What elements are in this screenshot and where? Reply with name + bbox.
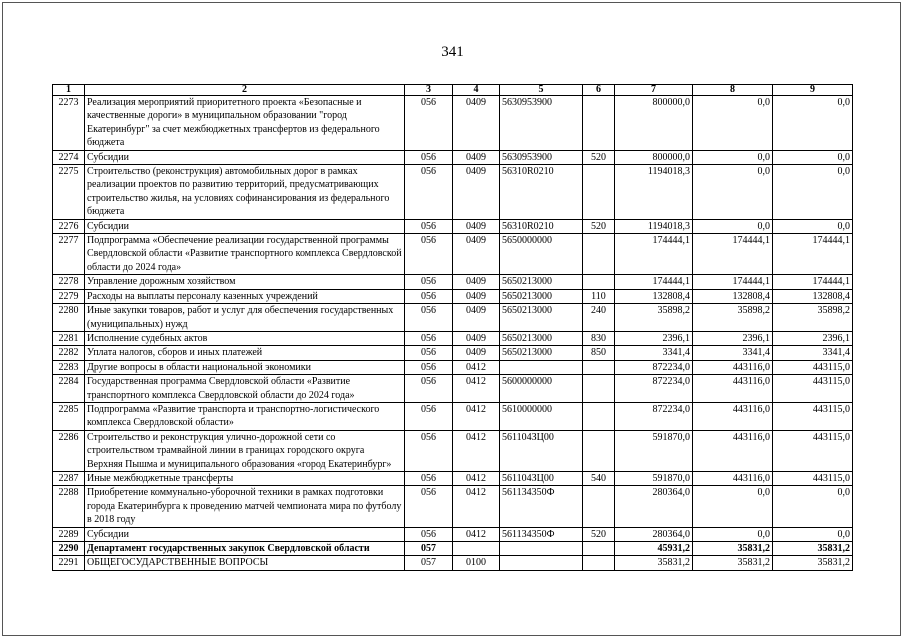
amount-col9-cell: 35898,2 [773, 304, 853, 332]
amount-col8-cell: 174444,1 [693, 234, 773, 275]
item-name-cell: Строительство и реконструкция улично-дорожной сети со строительством трамвайной линии в границах городского округа Верхняя Пышма и муниципального образования «город Екатеринбург» [85, 430, 405, 471]
row-number-cell: 2282 [53, 346, 85, 360]
item-name-cell: ОБЩЕГОСУДАРСТВЕННЫЕ ВОПРОСЫ [85, 556, 405, 570]
budget-table [52, 84, 853, 571]
table-row [53, 289, 853, 303]
admin-code-cell: 056 [405, 402, 453, 430]
amount-col7-cell: 45931,2 [615, 542, 693, 556]
section-code-cell: 0412 [453, 471, 500, 485]
item-name-cell: Уплата налогов, сборов и иных платежей [85, 346, 405, 360]
admin-code-cell: 056 [405, 165, 453, 220]
header-cell: 6 [583, 85, 615, 96]
header-cell: 1 [53, 85, 85, 96]
amount-col7-cell: 872234,0 [615, 375, 693, 403]
admin-code-cell: 056 [405, 234, 453, 275]
amount-col9-cell: 0,0 [773, 527, 853, 541]
amount-col9-cell: 443115,0 [773, 471, 853, 485]
row-number-cell: 2273 [53, 96, 85, 151]
amount-col8-cell: 443116,0 [693, 430, 773, 471]
amount-col7-cell: 800000,0 [615, 150, 693, 164]
admin-code-cell: 056 [405, 346, 453, 360]
item-name-cell: Субсидии [85, 527, 405, 541]
admin-code-cell: 056 [405, 304, 453, 332]
row-number-cell: 2287 [53, 471, 85, 485]
amount-col8-cell: 3341,4 [693, 346, 773, 360]
amount-col8-cell: 35831,2 [693, 556, 773, 570]
item-name-cell: Департамент государственных закупок Свердловской области [85, 542, 405, 556]
row-number-cell: 2281 [53, 331, 85, 345]
target-article-cell: 5650213000 [500, 275, 583, 289]
admin-code-cell: 056 [405, 471, 453, 485]
amount-col7-cell: 591870,0 [615, 471, 693, 485]
amount-col7-cell: 280364,0 [615, 486, 693, 527]
amount-col8-cell: 174444,1 [693, 275, 773, 289]
amount-col9-cell: 443115,0 [773, 402, 853, 430]
expense-type-cell [583, 234, 615, 275]
table-row [53, 486, 853, 527]
item-name-cell: Другие вопросы в области национальной экономики [85, 360, 405, 374]
expense-type-cell [583, 542, 615, 556]
amount-col7-cell: 35898,2 [615, 304, 693, 332]
row-number-cell: 2277 [53, 234, 85, 275]
section-code-cell: 0412 [453, 486, 500, 527]
row-number-cell: 2276 [53, 219, 85, 233]
amount-col8-cell: 132808,4 [693, 289, 773, 303]
table-row [53, 542, 853, 556]
expense-type-cell: 240 [583, 304, 615, 332]
expense-type-cell: 520 [583, 527, 615, 541]
amount-col7-cell: 800000,0 [615, 96, 693, 151]
page-number: 341 [441, 44, 464, 60]
section-code-cell: 0409 [453, 150, 500, 164]
section-code-cell: 0412 [453, 360, 500, 374]
expense-type-cell [583, 96, 615, 151]
amount-col9-cell: 443115,0 [773, 430, 853, 471]
target-article-cell: 56310R0210 [500, 165, 583, 220]
expense-type-cell [583, 486, 615, 527]
admin-code-cell: 056 [405, 96, 453, 151]
header-cell: 8 [693, 85, 773, 96]
row-number-cell: 2291 [53, 556, 85, 570]
expense-type-cell [583, 375, 615, 403]
amount-col9-cell: 3341,4 [773, 346, 853, 360]
header-cell: 5 [500, 85, 583, 96]
amount-col9-cell: 174444,1 [773, 234, 853, 275]
table-row [53, 527, 853, 541]
amount-col9-cell: 443115,0 [773, 360, 853, 374]
row-number-cell: 2283 [53, 360, 85, 374]
admin-code-cell: 056 [405, 430, 453, 471]
expense-type-cell: 110 [583, 289, 615, 303]
target-article-cell: 561134350Ф [500, 527, 583, 541]
item-name-cell: Реализация мероприятий приоритетного проекта «Безопасные и качественные дороги» в муниципальном образовании "город Екатеринбург" за счет межбюджетных трансфертов из федерального бюджета [85, 96, 405, 151]
item-name-cell: Субсидии [85, 219, 405, 233]
row-number-cell: 2288 [53, 486, 85, 527]
expense-type-cell [583, 275, 615, 289]
amount-col7-cell: 3341,4 [615, 346, 693, 360]
table-row [53, 304, 853, 332]
item-name-cell: Иные закупки товаров, работ и услуг для обеспечения государственных (муниципальных) нужд [85, 304, 405, 332]
table-row [53, 150, 853, 164]
row-number-cell: 2286 [53, 430, 85, 471]
item-name-cell: Иные межбюджетные трансферты [85, 471, 405, 485]
target-article-cell: 5630953900 [500, 150, 583, 164]
admin-code-cell: 056 [405, 289, 453, 303]
amount-col9-cell: 0,0 [773, 165, 853, 220]
header-cell: 3 [405, 85, 453, 96]
row-number-cell: 2279 [53, 289, 85, 303]
section-code-cell [453, 542, 500, 556]
amount-col8-cell: 443116,0 [693, 402, 773, 430]
amount-col8-cell: 0,0 [693, 150, 773, 164]
amount-col8-cell: 0,0 [693, 527, 773, 541]
admin-code-cell: 056 [405, 150, 453, 164]
row-number-cell: 2275 [53, 165, 85, 220]
expense-type-cell [583, 165, 615, 220]
admin-code-cell: 056 [405, 219, 453, 233]
target-article-cell: 5610000000 [500, 402, 583, 430]
amount-col8-cell: 443116,0 [693, 471, 773, 485]
table-row [53, 430, 853, 471]
row-number-cell: 2278 [53, 275, 85, 289]
header-cell: 4 [453, 85, 500, 96]
item-name-cell: Исполнение судебных актов [85, 331, 405, 345]
amount-col8-cell: 443116,0 [693, 375, 773, 403]
section-code-cell: 0409 [453, 234, 500, 275]
amount-col8-cell: 35831,2 [693, 542, 773, 556]
admin-code-cell: 057 [405, 542, 453, 556]
item-name-cell: Субсидии [85, 150, 405, 164]
target-article-cell: 561104ЗЦ00 [500, 430, 583, 471]
row-number-cell: 2274 [53, 150, 85, 164]
target-article-cell: 561104ЗЦ00 [500, 471, 583, 485]
section-code-cell: 0100 [453, 556, 500, 570]
expense-type-cell: 520 [583, 150, 615, 164]
amount-col8-cell: 35898,2 [693, 304, 773, 332]
amount-col8-cell: 443116,0 [693, 360, 773, 374]
expense-type-cell: 830 [583, 331, 615, 345]
amount-col9-cell: 443115,0 [773, 375, 853, 403]
amount-col9-cell: 35831,2 [773, 542, 853, 556]
item-name-cell: Расходы на выплаты персоналу казенных учреждений [85, 289, 405, 303]
amount-col9-cell: 35831,2 [773, 556, 853, 570]
section-code-cell: 0409 [453, 275, 500, 289]
header-cell: 9 [773, 85, 853, 96]
admin-code-cell: 056 [405, 275, 453, 289]
admin-code-cell: 056 [405, 486, 453, 527]
amount-col8-cell: 0,0 [693, 219, 773, 233]
target-article-cell [500, 542, 583, 556]
section-code-cell: 0409 [453, 346, 500, 360]
amount-col9-cell: 174444,1 [773, 275, 853, 289]
table-row [53, 331, 853, 345]
section-code-cell: 0409 [453, 304, 500, 332]
expense-type-cell: 850 [583, 346, 615, 360]
header-cell: 7 [615, 85, 693, 96]
row-number-cell: 2280 [53, 304, 85, 332]
section-code-cell: 0409 [453, 289, 500, 303]
section-code-cell: 0412 [453, 402, 500, 430]
header-cell: 2 [85, 85, 405, 96]
amount-col7-cell: 174444,1 [615, 275, 693, 289]
section-code-cell: 0412 [453, 430, 500, 471]
target-article-cell: 5600000000 [500, 375, 583, 403]
amount-col7-cell: 1194018,3 [615, 165, 693, 220]
table-row [53, 556, 853, 570]
amount-col7-cell: 35831,2 [615, 556, 693, 570]
amount-col7-cell: 591870,0 [615, 430, 693, 471]
amount-col9-cell: 0,0 [773, 96, 853, 151]
table-row [53, 96, 853, 151]
table-row [53, 165, 853, 220]
section-code-cell: 0412 [453, 527, 500, 541]
amount-col7-cell: 280364,0 [615, 527, 693, 541]
amount-col9-cell: 0,0 [773, 150, 853, 164]
target-article-cell: 5650213000 [500, 346, 583, 360]
table-row [53, 275, 853, 289]
expense-type-cell [583, 360, 615, 374]
amount-col7-cell: 872234,0 [615, 402, 693, 430]
section-code-cell: 0412 [453, 375, 500, 403]
expense-type-cell [583, 402, 615, 430]
table-row [53, 375, 853, 403]
amount-col8-cell: 0,0 [693, 165, 773, 220]
section-code-cell: 0409 [453, 165, 500, 220]
amount-col9-cell: 0,0 [773, 219, 853, 233]
amount-col8-cell: 0,0 [693, 486, 773, 527]
expense-type-cell: 520 [583, 219, 615, 233]
item-name-cell: Подпрограмма «Развитие транспорта и транспортно-логистического комплекса Свердловской области» [85, 402, 405, 430]
table-row [53, 234, 853, 275]
row-number-cell: 2285 [53, 402, 85, 430]
admin-code-cell: 056 [405, 527, 453, 541]
amount-col7-cell: 2396,1 [615, 331, 693, 345]
target-article-cell: 56310R0210 [500, 219, 583, 233]
header-row [53, 85, 853, 96]
table-row [53, 402, 853, 430]
amount-col9-cell: 0,0 [773, 486, 853, 527]
amount-col8-cell: 0,0 [693, 96, 773, 151]
target-article-cell: 5650213000 [500, 289, 583, 303]
admin-code-cell: 056 [405, 360, 453, 374]
item-name-cell: Государственная программа Свердловской области «Развитие транспортного комплекса Свердловской области до 2024 года» [85, 375, 405, 403]
table-body [53, 96, 853, 571]
target-article-cell: 561134350Ф [500, 486, 583, 527]
table-row [53, 219, 853, 233]
amount-col9-cell: 2396,1 [773, 331, 853, 345]
expense-type-cell: 540 [583, 471, 615, 485]
section-code-cell: 0409 [453, 219, 500, 233]
table-row [53, 471, 853, 485]
target-article-cell [500, 556, 583, 570]
row-number-cell: 2289 [53, 527, 85, 541]
amount-col8-cell: 2396,1 [693, 331, 773, 345]
target-article-cell: 5650213000 [500, 304, 583, 332]
amount-col7-cell: 132808,4 [615, 289, 693, 303]
target-article-cell [500, 360, 583, 374]
table-row [53, 346, 853, 360]
expense-type-cell [583, 430, 615, 471]
row-number-cell: 2284 [53, 375, 85, 403]
target-article-cell: 5630953900 [500, 96, 583, 151]
amount-col7-cell: 174444,1 [615, 234, 693, 275]
table-row [53, 360, 853, 374]
item-name-cell: Подпрограмма «Обеспечение реализации государственной программы Свердловской области «Развитие транспортного комплекса Свердловской области до 2024 года» [85, 234, 405, 275]
section-code-cell: 0409 [453, 331, 500, 345]
amount-col7-cell: 1194018,3 [615, 219, 693, 233]
target-article-cell: 5650000000 [500, 234, 583, 275]
row-number-cell: 2290 [53, 542, 85, 556]
item-name-cell: Строительство (реконструкция) автомобильных дорог в рамках реализации проектов по развитию территорий, предусматривающих строительство жилья, на условиях софинансирования из федерального бюджета [85, 165, 405, 220]
section-code-cell: 0409 [453, 96, 500, 151]
admin-code-cell: 057 [405, 556, 453, 570]
amount-col9-cell: 132808,4 [773, 289, 853, 303]
expense-type-cell [583, 556, 615, 570]
admin-code-cell: 056 [405, 331, 453, 345]
item-name-cell: Управление дорожным хозяйством [85, 275, 405, 289]
amount-col7-cell: 872234,0 [615, 360, 693, 374]
item-name-cell: Приобретение коммунально-уборочной техники в рамках подготовки города Екатеринбурга к проведению матчей чемпионата мира по футболу в 2018 году [85, 486, 405, 527]
target-article-cell: 5650213000 [500, 331, 583, 345]
admin-code-cell: 056 [405, 375, 453, 403]
